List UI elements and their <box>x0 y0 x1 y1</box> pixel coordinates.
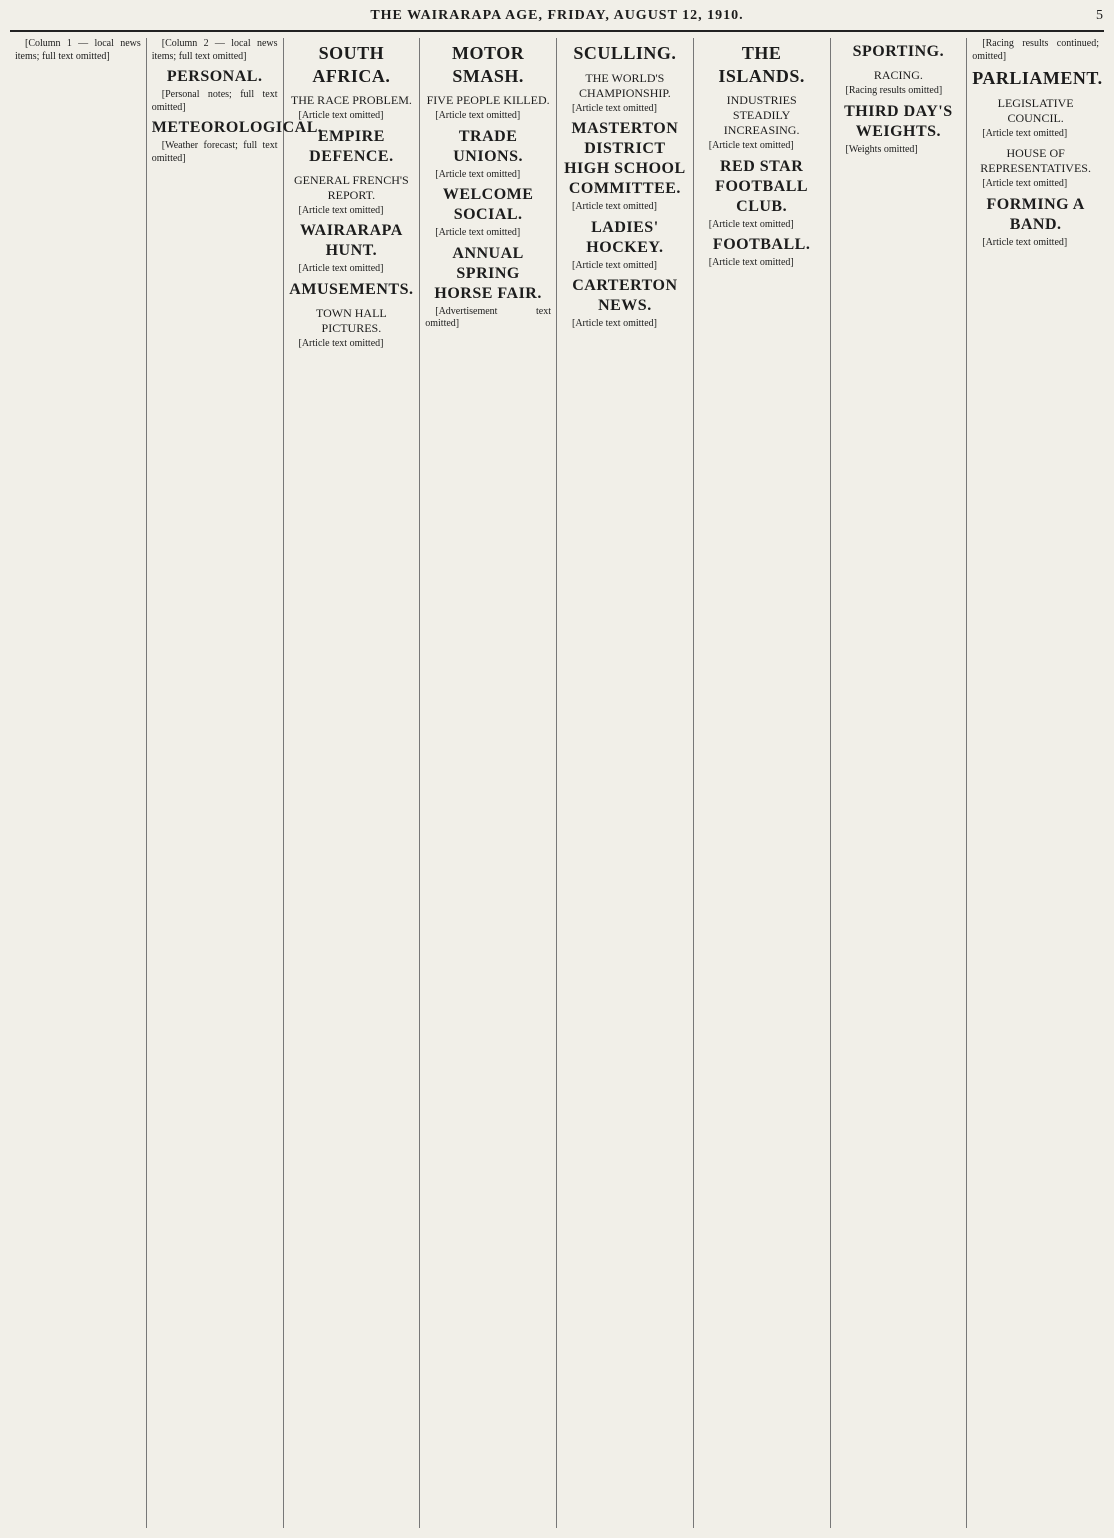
column-1 <box>10 38 147 1528</box>
paragraph: [Advertisement text omitted] <box>425 305 551 329</box>
article-heading: MASTERTON DISTRICT HIGH SCHOOL COMMITTEE. <box>564 120 686 197</box>
column-3 <box>284 38 421 1528</box>
paragraph: [Article text omitted] <box>572 102 657 114</box>
column-4 <box>420 38 557 1528</box>
paragraph: [Article text omitted] <box>572 318 657 329</box>
article-heading: METEOROLOGICAL. <box>151 119 323 136</box>
paragraph: [Article text omitted] <box>708 218 794 230</box>
page-number: 5 <box>1096 8 1104 23</box>
masthead-title: THE WAIRARAPA AGE, FRIDAY, AUGUST 12, 1910. <box>370 8 744 23</box>
article-subheading: THE WORLD'S CHAMPIONSHIP. <box>579 70 671 100</box>
column-6 <box>694 38 831 1528</box>
column-8 <box>967 38 1104 1528</box>
paragraph: [Column 2 — local news items; full text omitted] <box>151 38 278 62</box>
paragraph: [Racing results continued; omitted] <box>972 38 1099 62</box>
paragraph: [Article text omitted] <box>572 201 657 212</box>
article-heading: MOTOR SMASH. <box>452 43 525 86</box>
paragraph: [Racing results omitted] <box>845 85 943 96</box>
masthead <box>10 8 1104 32</box>
column-2 <box>147 38 323 1528</box>
paragraph: [Article text omitted] <box>708 257 794 268</box>
article-heading: EMPIRE DEFENCE. <box>309 127 394 165</box>
article-subheading: GENERAL FRENCH'S REPORT. <box>294 172 409 202</box>
paragraph: [Article text omitted] <box>982 178 1068 189</box>
article-subheading: FIVE PEOPLE KILLED. <box>426 93 550 107</box>
paragraph: [Article text omitted] <box>298 263 384 274</box>
article-heading: WAIRARAPA HUNT. <box>299 222 403 259</box>
paragraph: [Personal notes; full text omitted] <box>151 89 278 113</box>
article-heading: SOUTH AFRICA. <box>312 43 391 86</box>
paragraph: [Article text omitted] <box>572 259 657 271</box>
article-heading: WELCOME SOCIAL. <box>442 186 534 223</box>
paragraph: [Article text omitted] <box>298 204 384 216</box>
article-heading: CARTERTON NEWS. <box>572 277 678 314</box>
article-heading: THE ISLANDS. <box>718 43 805 86</box>
article-subheading: INDUSTRIES STEADILY INCREASING. <box>723 93 800 137</box>
article-heading: TRADE UNIONS. <box>453 127 523 165</box>
article-heading: FORMING A BAND. <box>986 195 1085 233</box>
paragraph: [Weights omitted] <box>845 143 918 155</box>
article-heading: RED STAR FOOTBALL CLUB. <box>715 157 809 215</box>
article-heading: THIRD DAY'S WEIGHTS. <box>844 102 953 140</box>
paragraph: [Article text omitted] <box>435 110 521 121</box>
article-heading: AMUSEMENTS. <box>289 280 414 298</box>
article-heading: SCULLING. <box>573 43 677 63</box>
article-heading: ANNUAL SPRING HORSE FAIR. <box>434 244 542 302</box>
article-subheading: THE RACE PROBLEM. <box>290 93 412 107</box>
paragraph: [Article text omitted] <box>982 236 1068 248</box>
article-heading: PARLIAMENT. <box>972 68 1103 88</box>
column-5 <box>557 38 694 1528</box>
article-subheading: TOWN HALL PICTURES. <box>315 305 387 335</box>
article-subheading: HOUSE OF REPRESENTATIVES. <box>980 146 1091 175</box>
article-subheading: LEGISLATIVE COUNCIL. <box>997 95 1074 125</box>
article-heading: PERSONAL. <box>166 68 263 85</box>
paragraph: [Article text omitted] <box>298 110 384 121</box>
article-heading: FOOTBALL. <box>712 236 811 253</box>
paragraph: [Weather forecast; full text omitted] <box>151 140 278 164</box>
paragraph: [Article text omitted] <box>708 140 794 151</box>
column-7 <box>831 38 968 1528</box>
paragraph: [Article text omitted] <box>435 227 521 238</box>
paragraph: [Article text omitted] <box>435 168 521 180</box>
article-heading: SPORTING. <box>852 43 945 60</box>
paragraph: [Column 1 — local news items; full text omitted] <box>15 38 141 62</box>
paragraph: [Article text omitted] <box>982 127 1068 139</box>
article-heading: LADIES' HOCKEY. <box>586 218 664 256</box>
article-subheading: RACING. <box>873 68 923 82</box>
paragraph: [Article text omitted] <box>298 337 384 349</box>
columns <box>10 38 1104 1528</box>
